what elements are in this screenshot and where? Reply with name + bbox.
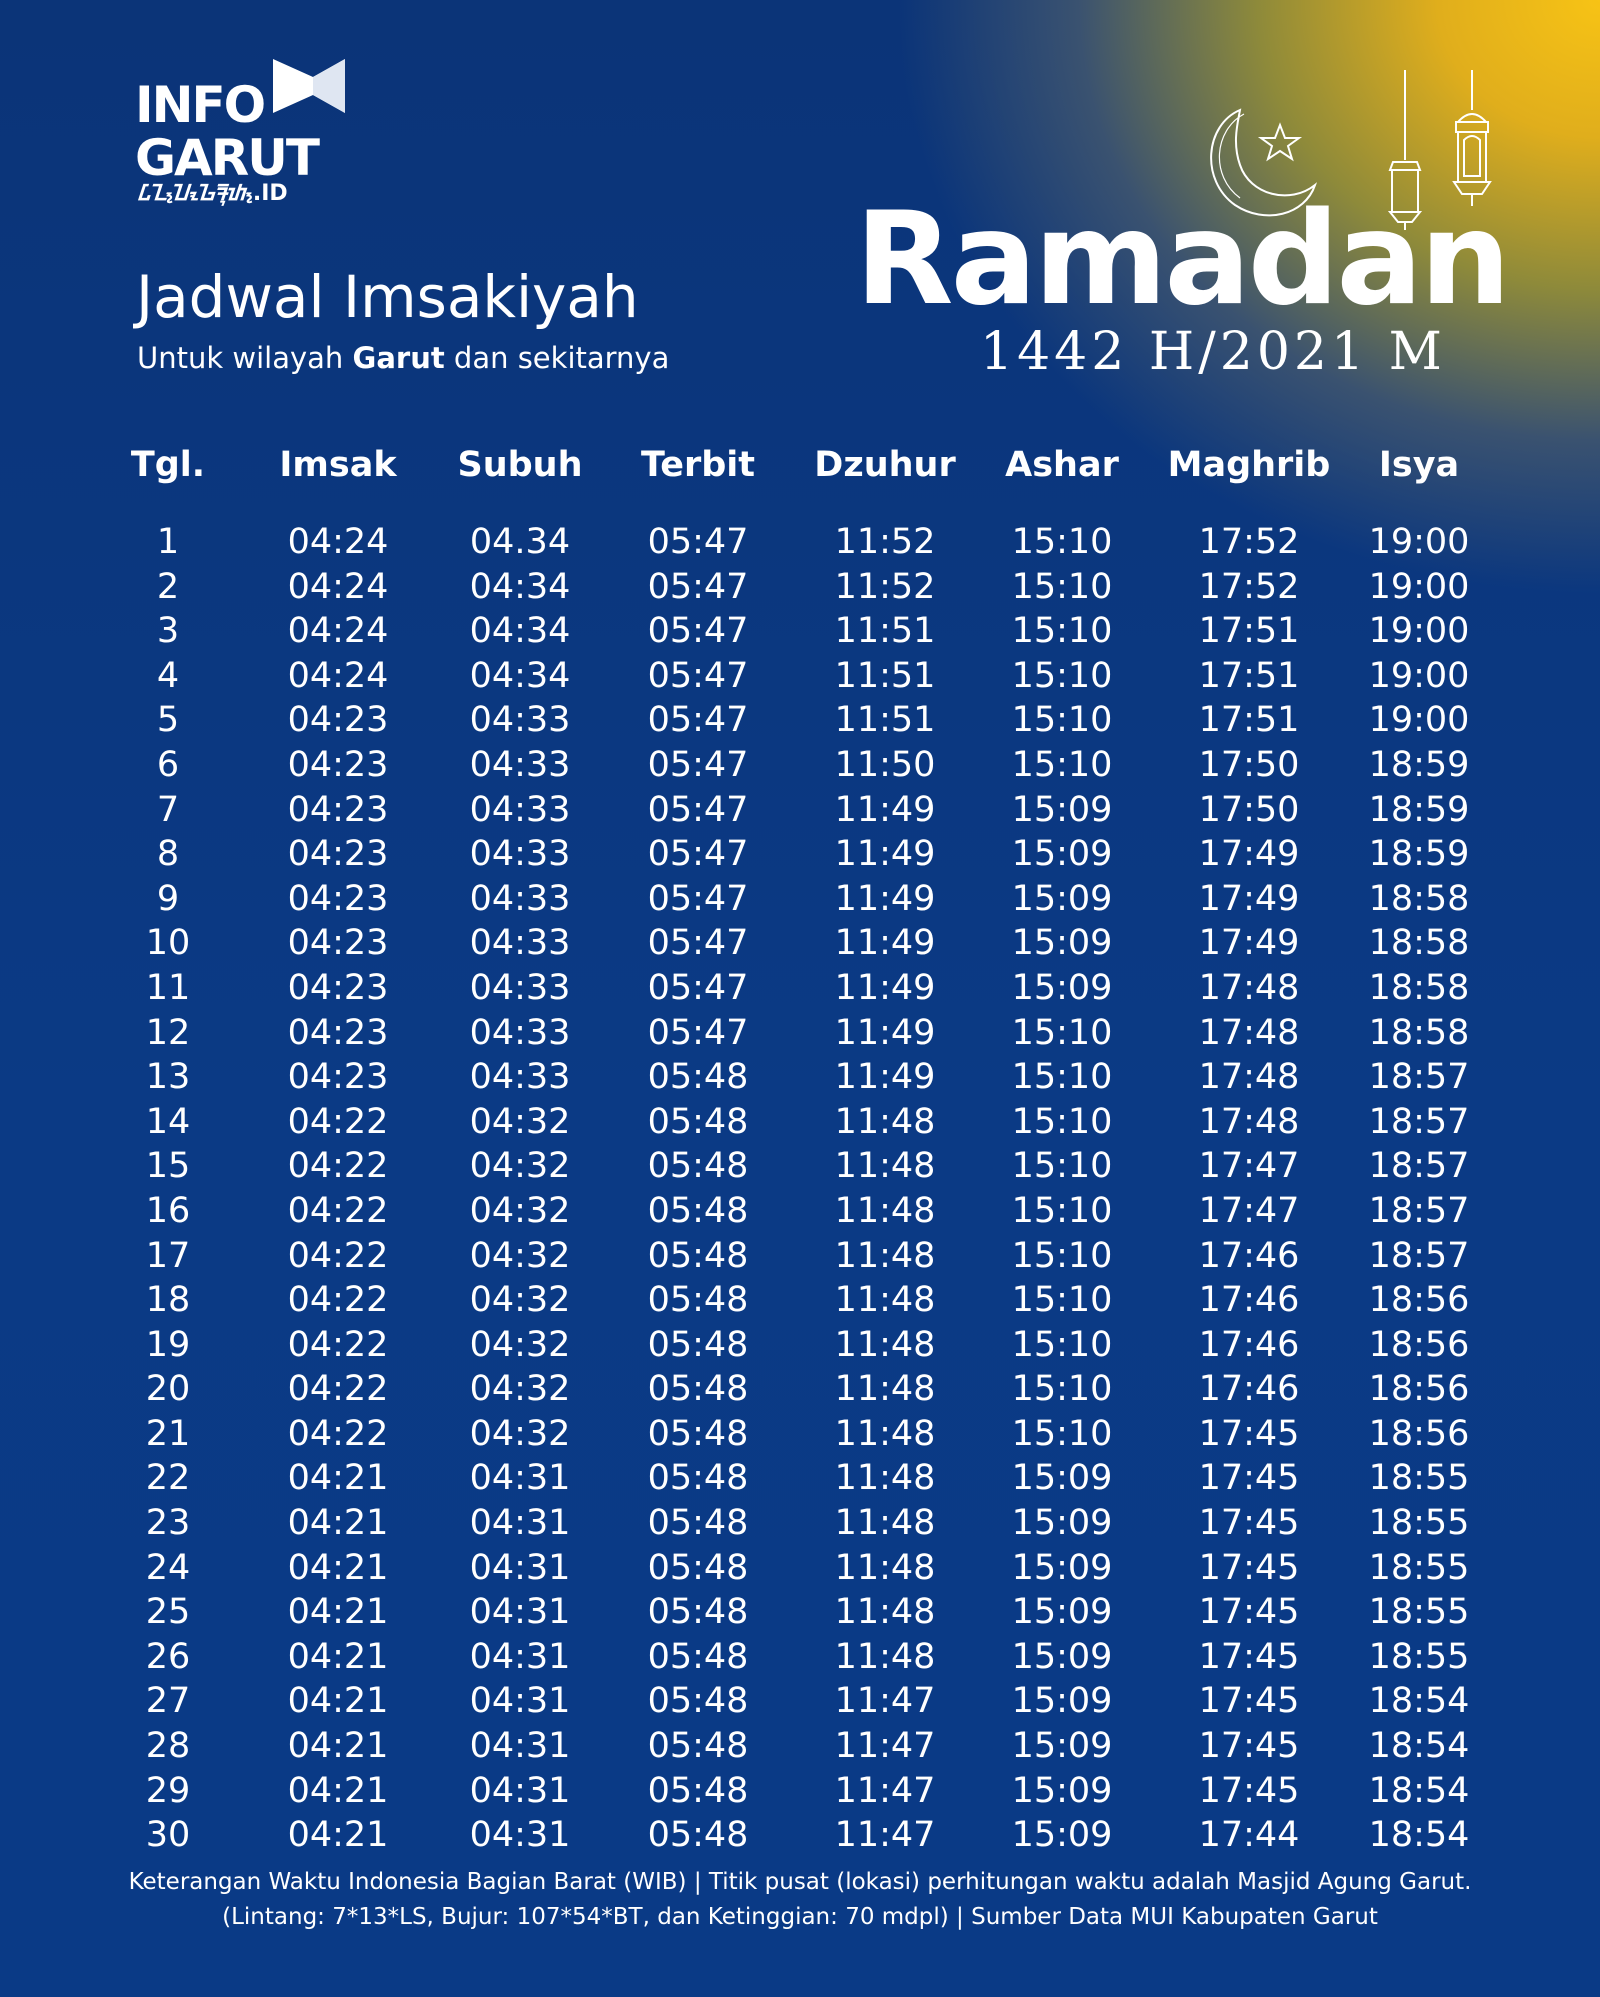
cell-tanggal: 25 xyxy=(145,1592,191,1633)
page-subtitle xyxy=(137,338,669,378)
table-row xyxy=(100,565,1500,610)
cell-tanggal: 3 xyxy=(156,611,180,652)
table-row xyxy=(100,1055,1500,1100)
cell-terbit: 05:47 xyxy=(647,611,749,652)
cell-tanggal: 14 xyxy=(145,1101,191,1142)
cell-isya: 18:59 xyxy=(1368,744,1470,785)
cell-isya: 18:55 xyxy=(1368,1636,1470,1677)
cell-dzuhur: 11:48 xyxy=(834,1324,936,1365)
cell-imsak: 04:22 xyxy=(287,1190,389,1231)
cell-tanggal: 30 xyxy=(145,1815,191,1856)
cell-ashar: 15:09 xyxy=(1011,1726,1113,1767)
cell-imsak: 04:24 xyxy=(287,611,389,652)
cell-isya: 18:54 xyxy=(1368,1770,1470,1811)
cell-ashar: 15:10 xyxy=(1011,611,1113,652)
cell-isya: 18:54 xyxy=(1368,1681,1470,1722)
cell-imsak: 04:23 xyxy=(287,700,389,741)
cell-maghrib: 17:51 xyxy=(1198,611,1300,652)
cell-dzuhur: 11:47 xyxy=(834,1726,936,1767)
cell-imsak: 04:21 xyxy=(287,1503,389,1544)
cell-imsak: 04:22 xyxy=(287,1369,389,1410)
cell-subuh: 04:31 xyxy=(469,1726,571,1767)
cell-imsak: 04:23 xyxy=(287,1012,389,1053)
cell-subuh: 04:32 xyxy=(469,1280,571,1321)
table-row xyxy=(100,1679,1500,1724)
cell-tanggal: 10 xyxy=(145,923,191,964)
cell-tanggal: 5 xyxy=(156,700,180,741)
cell-subuh: 04:31 xyxy=(469,1458,571,1499)
cell-maghrib: 17:50 xyxy=(1198,744,1300,785)
cell-isya: 18:57 xyxy=(1368,1057,1470,1098)
cell-isya: 18:59 xyxy=(1368,834,1470,875)
cell-tanggal: 20 xyxy=(145,1369,191,1410)
cell-maghrib: 17:49 xyxy=(1198,834,1300,875)
header-isya: Isya xyxy=(1378,445,1460,485)
cell-imsak: 04:24 xyxy=(287,566,389,607)
cell-terbit: 05:48 xyxy=(647,1146,749,1187)
cell-maghrib: 17:45 xyxy=(1198,1413,1300,1454)
cell-ashar: 15:10 xyxy=(1011,1280,1113,1321)
table-row xyxy=(100,1412,1500,1457)
cell-terbit: 05:47 xyxy=(647,923,749,964)
cell-terbit: 05:48 xyxy=(647,1503,749,1544)
cell-dzuhur: 11:48 xyxy=(834,1101,936,1142)
cell-imsak: 04:21 xyxy=(287,1815,389,1856)
cell-maghrib: 17:49 xyxy=(1198,878,1300,919)
cell-dzuhur: 11:52 xyxy=(834,566,936,607)
cell-ashar: 15:10 xyxy=(1011,1324,1113,1365)
cell-maghrib: 17:45 xyxy=(1198,1592,1300,1633)
cell-terbit: 05:48 xyxy=(647,1636,749,1677)
cell-isya: 18:57 xyxy=(1368,1101,1470,1142)
cell-isya: 18:57 xyxy=(1368,1190,1470,1231)
cell-maghrib: 17:45 xyxy=(1198,1458,1300,1499)
table-row xyxy=(100,877,1500,922)
cell-isya: 19:00 xyxy=(1368,611,1470,652)
cell-imsak: 04:22 xyxy=(287,1101,389,1142)
cell-tanggal: 13 xyxy=(145,1057,191,1098)
cell-isya: 18:54 xyxy=(1368,1815,1470,1856)
cell-imsak: 04:23 xyxy=(287,878,389,919)
table-header-row xyxy=(100,440,1500,520)
cell-subuh: 04:32 xyxy=(469,1146,571,1187)
cell-maghrib: 17:48 xyxy=(1198,1101,1300,1142)
cell-terbit: 05:47 xyxy=(647,700,749,741)
cell-subuh: 04:33 xyxy=(469,789,571,830)
cell-maghrib: 17:52 xyxy=(1198,522,1300,562)
cell-dzuhur: 11:48 xyxy=(834,1235,936,1276)
cell-subuh: 04:34 xyxy=(469,655,571,696)
cell-dzuhur: 11:49 xyxy=(834,789,936,830)
logo-text-info: INFO xyxy=(135,76,265,134)
cell-imsak: 04:23 xyxy=(287,1057,389,1098)
cell-ashar: 15:10 xyxy=(1011,1235,1113,1276)
cell-ashar: 15:10 xyxy=(1011,1369,1113,1410)
cell-tanggal: 6 xyxy=(156,744,180,785)
cell-tanggal: 1 xyxy=(156,522,180,562)
cell-ashar: 15:09 xyxy=(1011,834,1113,875)
page-title: Jadwal Imsakiyah xyxy=(136,263,639,331)
logo-text-garut: GARUT xyxy=(135,129,318,187)
logo-flag-icon xyxy=(255,55,355,125)
table-row xyxy=(100,1501,1500,1546)
cell-maghrib: 17:45 xyxy=(1198,1503,1300,1544)
cell-dzuhur: 11:51 xyxy=(834,611,936,652)
ramadan-title: Ramadan xyxy=(855,185,1508,334)
table-row xyxy=(100,1590,1500,1635)
cell-isya: 18:57 xyxy=(1368,1146,1470,1187)
cell-subuh: 04:32 xyxy=(469,1413,571,1454)
cell-maghrib: 17:47 xyxy=(1198,1146,1300,1187)
cell-ashar: 15:09 xyxy=(1011,1503,1113,1544)
cell-isya: 18:56 xyxy=(1368,1413,1470,1454)
cell-terbit: 05:47 xyxy=(647,566,749,607)
cell-dzuhur: 11:48 xyxy=(834,1503,936,1544)
cell-maghrib: 17:45 xyxy=(1198,1681,1300,1722)
cell-isya: 18:58 xyxy=(1368,923,1470,964)
cell-dzuhur: 11:49 xyxy=(834,1012,936,1053)
table-row xyxy=(100,743,1500,788)
cell-tanggal: 23 xyxy=(145,1503,191,1544)
table-row xyxy=(100,1769,1500,1814)
table-row xyxy=(100,1724,1500,1769)
table-row xyxy=(100,832,1500,877)
cell-subuh: 04:31 xyxy=(469,1770,571,1811)
subtitle-prefix: Untuk wilayah xyxy=(137,341,353,375)
table-row xyxy=(100,520,1500,565)
cell-isya: 19:00 xyxy=(1368,700,1470,741)
cell-isya: 18:58 xyxy=(1368,878,1470,919)
cell-dzuhur: 11:47 xyxy=(834,1770,936,1811)
cell-dzuhur: 11:48 xyxy=(834,1190,936,1231)
cell-maghrib: 17:46 xyxy=(1198,1235,1300,1276)
table-row xyxy=(100,1456,1500,1501)
table-row xyxy=(100,1546,1500,1591)
cell-ashar: 15:09 xyxy=(1011,789,1113,830)
cell-maghrib: 17:52 xyxy=(1198,566,1300,607)
cell-imsak: 04:21 xyxy=(287,1458,389,1499)
table-row xyxy=(100,921,1500,966)
cell-terbit: 05:47 xyxy=(647,655,749,696)
cell-imsak: 04:23 xyxy=(287,967,389,1008)
cell-subuh: 04:31 xyxy=(469,1636,571,1677)
cell-ashar: 15:10 xyxy=(1011,744,1113,785)
cell-tanggal: 24 xyxy=(145,1547,191,1588)
cell-imsak: 04:21 xyxy=(287,1726,389,1767)
cell-ashar: 15:10 xyxy=(1011,1012,1113,1053)
cell-terbit: 05:48 xyxy=(647,1057,749,1098)
cell-imsak: 04:21 xyxy=(287,1636,389,1677)
cell-ashar: 15:09 xyxy=(1011,1681,1113,1722)
cell-maghrib: 17:48 xyxy=(1198,1012,1300,1053)
cell-subuh: 04:31 xyxy=(469,1592,571,1633)
header-maghrib: Maghrib xyxy=(1167,445,1331,485)
cell-ashar: 15:10 xyxy=(1011,1190,1113,1231)
cell-dzuhur: 11:49 xyxy=(834,834,936,875)
cell-terbit: 05:48 xyxy=(647,1726,749,1767)
cell-tanggal: 29 xyxy=(145,1770,191,1811)
cell-tanggal: 22 xyxy=(145,1458,191,1499)
cell-isya: 18:58 xyxy=(1368,1012,1470,1053)
cell-imsak: 04:21 xyxy=(287,1681,389,1722)
header-dzuhur: Dzuhur xyxy=(814,445,956,485)
cell-isya: 18:59 xyxy=(1368,789,1470,830)
cell-subuh: 04:34 xyxy=(469,611,571,652)
cell-terbit: 05:47 xyxy=(647,878,749,919)
cell-maghrib: 17:45 xyxy=(1198,1547,1300,1588)
header-ashar: Ashar xyxy=(1005,445,1119,485)
cell-subuh: 04:33 xyxy=(469,1012,571,1053)
cell-subuh: 04:31 xyxy=(469,1547,571,1588)
cell-imsak: 04:23 xyxy=(287,923,389,964)
cell-dzuhur: 11:48 xyxy=(834,1636,936,1677)
cell-maghrib: 17:46 xyxy=(1198,1369,1300,1410)
table-row xyxy=(100,1100,1500,1145)
cell-imsak: 04:22 xyxy=(287,1235,389,1276)
cell-subuh: 04:32 xyxy=(469,1235,571,1276)
cell-dzuhur: 11:50 xyxy=(834,744,936,785)
logo-script-text: ᮄᮔ᮪ᮖᮧᮌᮛᮥᮒ᮪.ID xyxy=(139,181,288,206)
cell-maghrib: 17:48 xyxy=(1198,967,1300,1008)
table-row xyxy=(100,654,1500,699)
table-row xyxy=(100,698,1500,743)
cell-ashar: 15:09 xyxy=(1011,1770,1113,1811)
cell-tanggal: 15 xyxy=(145,1146,191,1187)
table-row xyxy=(100,1635,1500,1680)
cell-tanggal: 11 xyxy=(145,967,191,1008)
cell-ashar: 15:09 xyxy=(1011,1636,1113,1677)
cell-isya: 18:55 xyxy=(1368,1592,1470,1633)
cell-ashar: 15:09 xyxy=(1011,1815,1113,1856)
footer-notes xyxy=(0,1865,1600,1935)
cell-isya: 18:55 xyxy=(1368,1458,1470,1499)
cell-subuh: 04:33 xyxy=(469,834,571,875)
cell-tanggal: 9 xyxy=(156,878,180,919)
cell-terbit: 05:48 xyxy=(647,1369,749,1410)
cell-maghrib: 17:45 xyxy=(1198,1770,1300,1811)
cell-subuh: 04.34 xyxy=(469,522,571,562)
cell-isya: 18:56 xyxy=(1368,1369,1470,1410)
header-subuh: Subuh xyxy=(457,445,583,485)
cell-terbit: 05:48 xyxy=(647,1815,749,1856)
subtitle-suffix: dan sekitarnya xyxy=(444,341,670,375)
cell-terbit: 05:48 xyxy=(647,1592,749,1633)
cell-subuh: 04:33 xyxy=(469,967,571,1008)
cell-imsak: 04:23 xyxy=(287,744,389,785)
cell-imsak: 04:23 xyxy=(287,834,389,875)
cell-maghrib: 17:45 xyxy=(1198,1726,1300,1767)
cell-tanggal: 4 xyxy=(156,655,180,696)
header-tanggal: Tgl. xyxy=(130,445,206,485)
cell-dzuhur: 11:49 xyxy=(834,967,936,1008)
cell-dzuhur: 11:48 xyxy=(834,1146,936,1187)
cell-maghrib: 17:51 xyxy=(1198,700,1300,741)
cell-tanggal: 2 xyxy=(156,566,180,607)
cell-dzuhur: 11:49 xyxy=(834,1057,936,1098)
table-row xyxy=(100,1144,1500,1189)
cell-terbit: 05:47 xyxy=(647,967,749,1008)
cell-subuh: 04:34 xyxy=(469,566,571,607)
cell-subuh: 04:32 xyxy=(469,1369,571,1410)
cell-ashar: 15:09 xyxy=(1011,878,1113,919)
table-body xyxy=(100,520,1500,1858)
header-imsak: Imsak xyxy=(279,445,397,485)
cell-imsak: 04:24 xyxy=(287,522,389,562)
cell-dzuhur: 11:52 xyxy=(834,522,936,562)
cell-imsak: 04:22 xyxy=(287,1146,389,1187)
cell-isya: 18:56 xyxy=(1368,1324,1470,1365)
cell-tanggal: 17 xyxy=(145,1235,191,1276)
cell-terbit: 05:48 xyxy=(647,1413,749,1454)
cell-isya: 18:57 xyxy=(1368,1235,1470,1276)
cell-dzuhur: 11:49 xyxy=(834,878,936,919)
cell-maghrib: 17:44 xyxy=(1198,1815,1300,1856)
cell-imsak: 04:24 xyxy=(287,655,389,696)
cell-ashar: 15:10 xyxy=(1011,1057,1113,1098)
cell-tanggal: 7 xyxy=(156,789,180,830)
cell-terbit: 05:47 xyxy=(647,744,749,785)
cell-dzuhur: 11:48 xyxy=(834,1547,936,1588)
cell-maghrib: 17:47 xyxy=(1198,1190,1300,1231)
cell-subuh: 04:33 xyxy=(469,923,571,964)
header-terbit: Terbit xyxy=(640,445,755,485)
table-row xyxy=(100,1011,1500,1056)
table-row xyxy=(100,1367,1500,1412)
cell-maghrib: 17:46 xyxy=(1198,1324,1300,1365)
cell-imsak: 04:21 xyxy=(287,1592,389,1633)
cell-terbit: 05:48 xyxy=(647,1101,749,1142)
cell-ashar: 15:09 xyxy=(1011,1547,1113,1588)
cell-tanggal: 8 xyxy=(156,834,180,875)
cell-dzuhur: 11:48 xyxy=(834,1369,936,1410)
table-row xyxy=(100,966,1500,1011)
cell-terbit: 05:47 xyxy=(647,522,749,562)
cell-tanggal: 28 xyxy=(145,1726,191,1767)
cell-maghrib: 17:51 xyxy=(1198,655,1300,696)
cell-maghrib: 17:46 xyxy=(1198,1280,1300,1321)
cell-isya: 18:54 xyxy=(1368,1726,1470,1767)
cell-dzuhur: 11:51 xyxy=(834,700,936,741)
cell-dzuhur: 11:51 xyxy=(834,655,936,696)
cell-subuh: 04:33 xyxy=(469,878,571,919)
cell-tanggal: 21 xyxy=(145,1413,191,1454)
cell-terbit: 05:48 xyxy=(647,1770,749,1811)
cell-ashar: 15:10 xyxy=(1011,1413,1113,1454)
cell-terbit: 05:48 xyxy=(647,1235,749,1276)
cell-imsak: 04:22 xyxy=(287,1324,389,1365)
cell-ashar: 15:10 xyxy=(1011,700,1113,741)
cell-maghrib: 17:49 xyxy=(1198,923,1300,964)
cell-dzuhur: 11:48 xyxy=(834,1592,936,1633)
cell-terbit: 05:48 xyxy=(647,1190,749,1231)
cell-ashar: 15:10 xyxy=(1011,522,1113,562)
cell-subuh: 04:32 xyxy=(469,1101,571,1142)
cell-subuh: 04:31 xyxy=(469,1503,571,1544)
cell-ashar: 15:09 xyxy=(1011,923,1113,964)
cell-dzuhur: 11:48 xyxy=(834,1280,936,1321)
cell-tanggal: 19 xyxy=(145,1324,191,1365)
cell-ashar: 15:10 xyxy=(1011,655,1113,696)
cell-terbit: 05:48 xyxy=(647,1458,749,1499)
cell-isya: 18:55 xyxy=(1368,1503,1470,1544)
cell-maghrib: 17:50 xyxy=(1198,789,1300,830)
cell-dzuhur: 11:47 xyxy=(834,1815,936,1856)
cell-terbit: 05:48 xyxy=(647,1681,749,1722)
cell-subuh: 04:32 xyxy=(469,1324,571,1365)
cell-ashar: 15:10 xyxy=(1011,1101,1113,1142)
subtitle-location: Garut xyxy=(352,341,445,375)
table-row xyxy=(100,1278,1500,1323)
cell-subuh: 04:32 xyxy=(469,1190,571,1231)
cell-ashar: 15:09 xyxy=(1011,1458,1113,1499)
cell-dzuhur: 11:49 xyxy=(834,923,936,964)
cell-dzuhur: 11:47 xyxy=(834,1681,936,1722)
prayer-schedule-table xyxy=(100,440,1500,1858)
footer-line-1: Keterangan Waktu Indonesia Bagian Barat (WIB) | Titik pusat (lokasi) perhitungan waktu adalah Masjid Agung Garut. xyxy=(128,1869,1472,1895)
cell-terbit: 05:48 xyxy=(647,1324,749,1365)
cell-tanggal: 27 xyxy=(145,1681,191,1722)
cell-maghrib: 17:45 xyxy=(1198,1636,1300,1677)
cell-ashar: 15:09 xyxy=(1011,1592,1113,1633)
cell-isya: 19:00 xyxy=(1368,655,1470,696)
cell-terbit: 05:48 xyxy=(647,1280,749,1321)
cell-dzuhur: 11:48 xyxy=(834,1458,936,1499)
cell-ashar: 15:10 xyxy=(1011,1146,1113,1187)
cell-imsak: 04:22 xyxy=(287,1280,389,1321)
cell-isya: 18:58 xyxy=(1368,967,1470,1008)
cell-subuh: 04:31 xyxy=(469,1815,571,1856)
cell-maghrib: 17:48 xyxy=(1198,1057,1300,1098)
cell-imsak: 04:22 xyxy=(287,1413,389,1454)
cell-terbit: 05:48 xyxy=(647,1547,749,1588)
cell-isya: 18:56 xyxy=(1368,1280,1470,1321)
cell-isya: 19:00 xyxy=(1368,522,1470,562)
cell-subuh: 04:33 xyxy=(469,744,571,785)
cell-subuh: 04:33 xyxy=(469,1057,571,1098)
table-row xyxy=(100,788,1500,833)
cell-subuh: 04:31 xyxy=(469,1681,571,1722)
table-row xyxy=(100,1323,1500,1368)
cell-ashar: 15:10 xyxy=(1011,566,1113,607)
table-row xyxy=(100,1189,1500,1234)
cell-imsak: 04:23 xyxy=(287,789,389,830)
table-row xyxy=(100,609,1500,654)
cell-terbit: 05:47 xyxy=(647,789,749,830)
footer-line-2: (Lintang: 7*13*LS, Bujur: 107*54*BT, dan Ketinggian: 70 mdpl) | Sumber Data MUI Kabupaten Garut xyxy=(222,1904,1378,1930)
cell-tanggal: 26 xyxy=(145,1636,191,1677)
cell-isya: 18:55 xyxy=(1368,1547,1470,1588)
table-row xyxy=(100,1234,1500,1279)
cell-dzuhur: 11:48 xyxy=(834,1413,936,1454)
cell-imsak: 04:21 xyxy=(287,1770,389,1811)
cell-imsak: 04:21 xyxy=(287,1547,389,1588)
brand-logo xyxy=(135,55,365,215)
cell-isya: 19:00 xyxy=(1368,566,1470,607)
cell-ashar: 15:09 xyxy=(1011,967,1113,1008)
table-row xyxy=(100,1813,1500,1858)
cell-terbit: 05:47 xyxy=(647,834,749,875)
cell-tanggal: 16 xyxy=(145,1190,191,1231)
ramadan-year: 1442 H/2021 M xyxy=(980,322,1446,382)
cell-tanggal: 12 xyxy=(145,1012,191,1053)
cell-subuh: 04:33 xyxy=(469,700,571,741)
cell-terbit: 05:47 xyxy=(647,1012,749,1053)
cell-tanggal: 18 xyxy=(145,1280,191,1321)
